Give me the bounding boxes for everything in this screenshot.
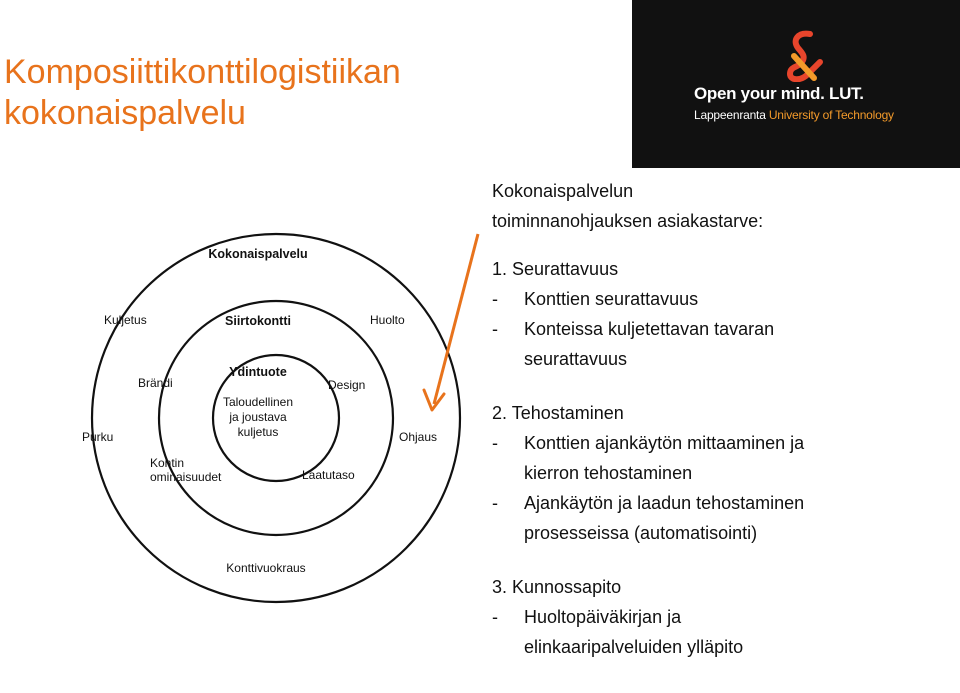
list-item	[492, 488, 952, 548]
outer-item-huolto: Huolto	[370, 313, 405, 327]
logo-university-suffix: University of Technology	[768, 108, 894, 122]
bullet-line: elinkaaripalveluiden ylläpito	[524, 637, 744, 657]
logo-university-name	[694, 108, 894, 122]
list-item	[492, 602, 952, 662]
section-tehostaminen	[492, 398, 952, 548]
section-title: 3. Kunnossapito	[492, 577, 622, 597]
page-title	[4, 52, 401, 134]
logo-tagline: Open your mind. LUT.	[694, 84, 864, 103]
page-title-line-1: Komposiittikonttilogistiikan	[4, 53, 401, 91]
middle-item-laatutaso: Laatutaso	[302, 468, 355, 482]
lut-ampersand-logo-icon	[780, 30, 826, 82]
core-product-line-1: Taloudellinen	[222, 395, 294, 409]
intro-heading	[492, 176, 952, 236]
middle-item-kontin-line-2: ominaisuudet	[150, 470, 222, 484]
section-kunnossapito	[492, 572, 952, 662]
core-product-line-2: ja joustava	[229, 410, 287, 424]
outer-item-ohjaus: Ohjaus	[399, 430, 438, 444]
list-item	[492, 284, 952, 314]
service-circle-diagram	[80, 226, 475, 611]
bullet-dash: -	[492, 319, 498, 339]
outer-item-purku: Purku	[82, 430, 114, 444]
page-title-line-2: kokonaispalvelu	[4, 94, 246, 132]
bullet-line: Konttien seurattavuus	[524, 289, 699, 309]
section-seurattavuus	[492, 254, 952, 374]
bullet-line: Konteissa kuljetettavan tavaran	[524, 319, 775, 339]
requirements-text	[492, 176, 952, 686]
bullet-line: Ajankäytön ja laadun tehostaminen	[524, 493, 805, 513]
middle-item-brandi: Brändi	[138, 376, 173, 390]
intro-line-1: Kokonaispalvelun	[492, 181, 634, 201]
bullet-dash: -	[492, 289, 498, 309]
outer-item-kuljetus: Kuljetus	[104, 313, 147, 327]
bullet-line: kierron tehostaminen	[524, 463, 693, 483]
logo-university-city: Lappeenranta	[694, 108, 766, 122]
list-item	[492, 314, 952, 374]
bullet-line: prosesseissa (automatisointi)	[524, 523, 758, 543]
core-product-line-3: kuljetus	[237, 425, 279, 439]
middle-ring-label: Siirtokontti	[225, 314, 291, 328]
pointer-arrow	[420, 228, 490, 422]
outer-ring-label: Kokonaispalvelu	[208, 247, 308, 261]
middle-item-design: Design	[328, 378, 366, 392]
section-title: 1. Seurattavuus	[492, 259, 619, 279]
bullet-dash: -	[492, 493, 498, 513]
pointer-arrow-shaft	[434, 234, 478, 404]
outer-item-konttivuokraus: Konttivuokraus	[226, 561, 306, 575]
middle-item-kontin-line-1: Kontin	[150, 456, 185, 470]
bullet-line: Huoltopäiväkirjan ja	[524, 607, 682, 627]
bullet-line: seurattavuus	[524, 349, 628, 369]
bullet-dash: -	[492, 433, 498, 453]
intro-line-2: toiminnanohjauksen asiakastarve:	[492, 211, 764, 231]
lut-logo-banner	[632, 0, 960, 168]
bullet-dash: -	[492, 607, 498, 627]
section-title: 2. Tehostaminen	[492, 403, 624, 423]
bullet-line: Konttien ajankäytön mittaaminen ja	[524, 433, 805, 453]
core-product-title: Ydintuote	[229, 365, 287, 379]
list-item	[492, 428, 952, 488]
